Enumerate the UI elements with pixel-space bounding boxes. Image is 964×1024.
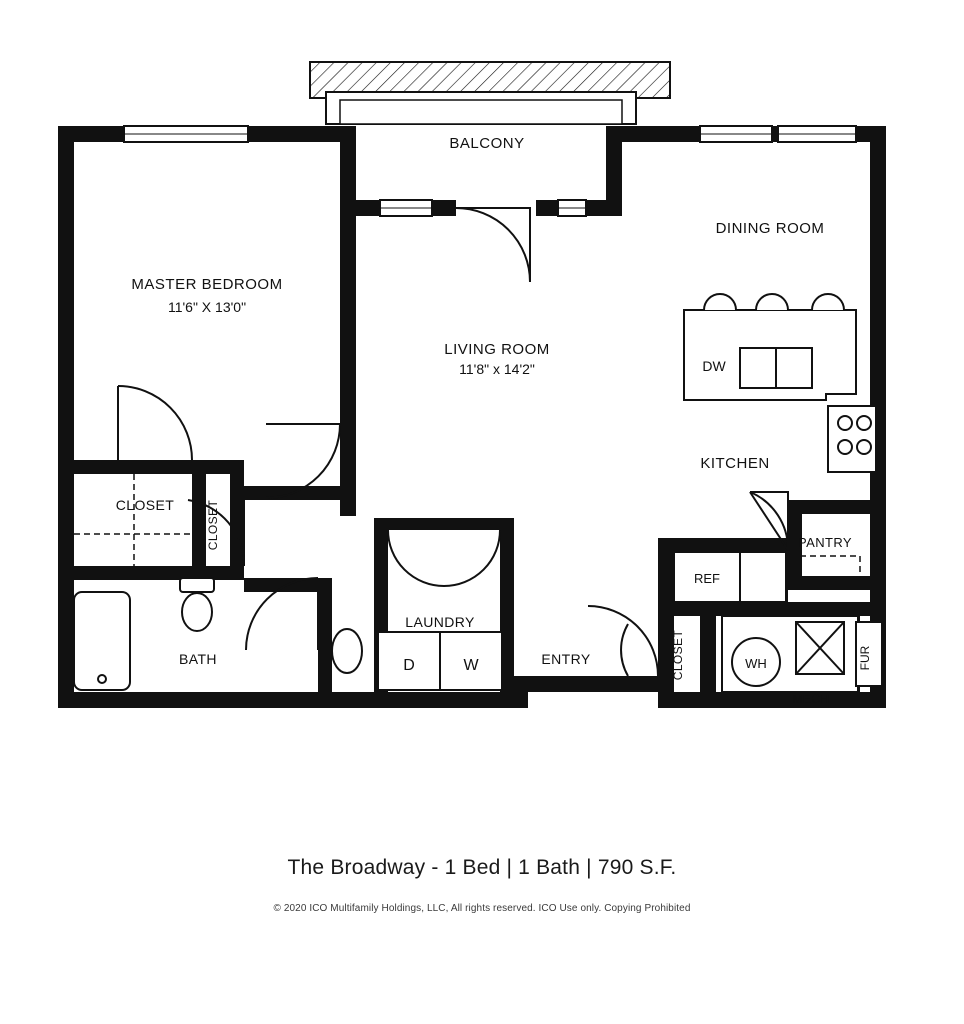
- label-kitchen: KITCHEN: [700, 455, 770, 472]
- label-closet-hall: CLOSET: [206, 499, 220, 551]
- label-closet-master: CLOSET: [115, 497, 175, 513]
- pantry-shelving: [800, 556, 860, 578]
- label-dishwasher: DW: [702, 358, 726, 374]
- label-pantry: PANTRY: [798, 535, 852, 550]
- label-mech: MECH: [792, 692, 830, 706]
- plan-caption-block: [0, 856, 964, 914]
- label-closet-entry: CLOSET: [671, 629, 685, 681]
- plan-caption: The Broadway - 1 Bed | 1 Bath | 790 S.F.: [287, 856, 677, 879]
- label-dryer: D: [403, 657, 415, 674]
- label-laundry: LAUNDRY: [405, 614, 475, 630]
- laundry-appliances: [378, 632, 502, 690]
- label-living-room: LIVING ROOM: [444, 341, 550, 358]
- copyright-notice: © 2020 ICO Multifamily Holdings, LLC, All rights reserved. ICO Use only. Copying Prohibited: [273, 903, 691, 914]
- closet-shelving: [74, 474, 192, 566]
- balcony-door-swing: [456, 208, 530, 282]
- label-furnace: FUR: [858, 645, 872, 671]
- label-living-room-dimensions: 11'8" x 14'2": [459, 361, 535, 377]
- label-master-bedroom: MASTER BEDROOM: [131, 276, 283, 293]
- label-dining-room: DINING ROOM: [715, 220, 825, 237]
- label-bath: BATH: [179, 651, 217, 667]
- label-entry: ENTRY: [541, 651, 591, 667]
- label-refrigerator: REF: [694, 571, 720, 586]
- label-water-heater: WH: [745, 656, 767, 671]
- label-balcony: BALCONY: [449, 135, 525, 152]
- label-washer: W: [463, 657, 479, 674]
- balcony-awning: [310, 62, 670, 124]
- label-master-bedroom-dimensions: 11'6" X 13'0": [167, 299, 247, 315]
